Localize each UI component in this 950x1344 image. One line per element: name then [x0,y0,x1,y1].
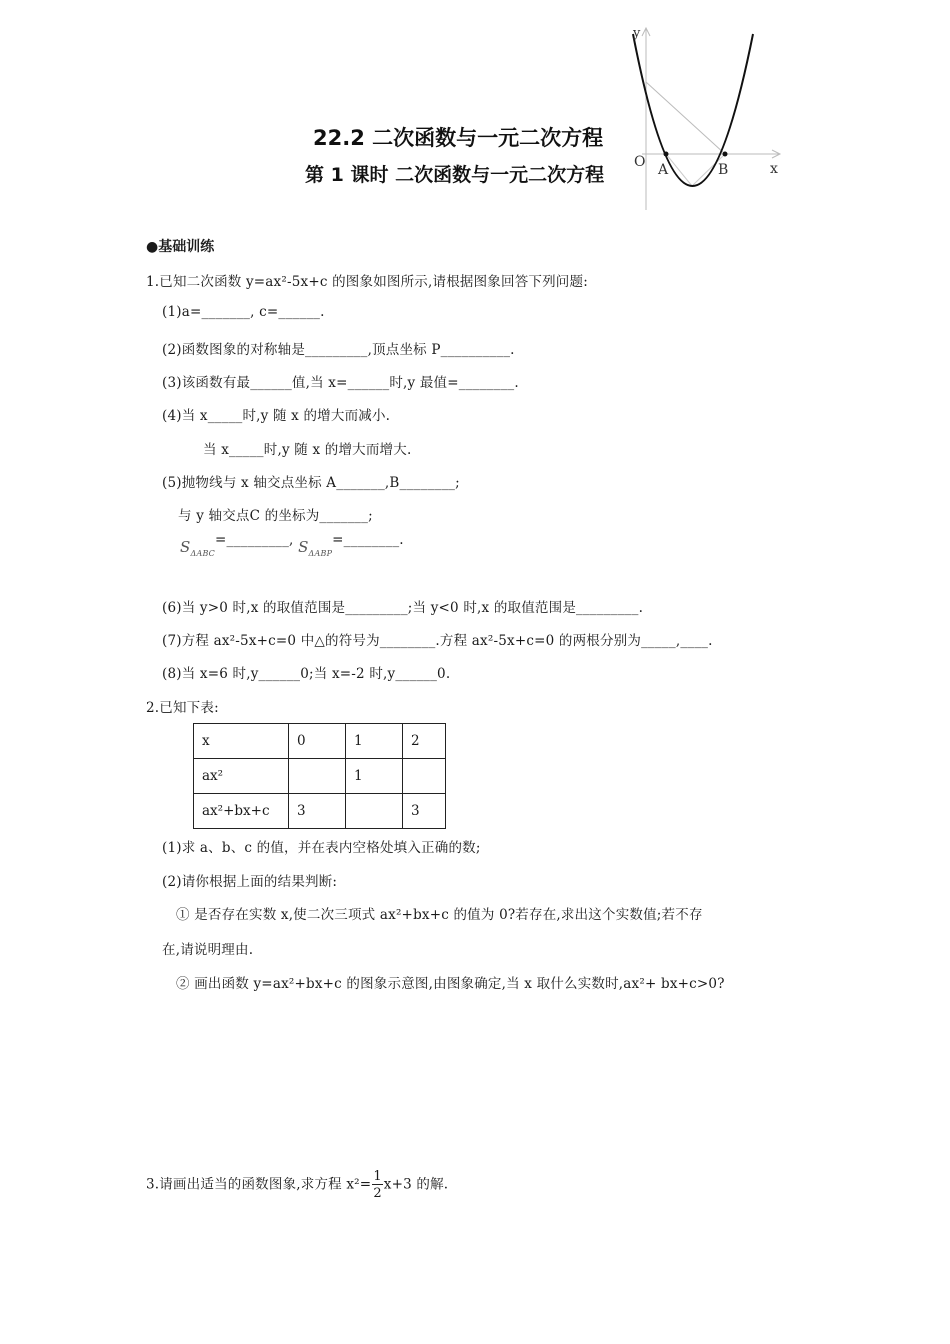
area-blank1: =_________, [215,532,294,548]
table-cell [289,759,346,794]
table-cell: 0 [289,724,346,759]
q1-part5a: (5)抛物线与 x 轴交点坐标 A_______,B________; [162,475,460,491]
q1-part8: (8)当 x=6 时,y______0;当 x=-2 时,y______0. [162,666,451,682]
table-cell: x [194,724,289,759]
q1-part5b: 与 y 轴交点C 的坐标为_______; [178,508,373,524]
table-cell: 3 [289,794,346,829]
point-a-label: A [658,162,669,178]
section-title: ●基础训练 [146,239,215,255]
fraction-half: $\frac{1}{2}$ [373,1169,382,1201]
axis-y-label: y [633,26,641,41]
parabola-curve [633,34,753,186]
q3-pre: 3.请画出适当的函数图象,求方程 x²= [146,1176,372,1193]
q1-intro: 1.已知二次函数 y=ax²-5x+c 的图象如图所示,请根据图象回答下列问题: [146,274,588,290]
parabola-graph [600,20,800,220]
page-title: 22.2 二次函数与一元二次方程 [313,126,604,150]
table-cell: ax²+bx+c [194,794,289,829]
table-cell [403,759,446,794]
table-cell: 1 [346,759,403,794]
q2-part2b: ② 画出函数 y=ax²+bx+c 的图象示意图,由图象确定,当 x 取什么实数时,ax²+ bx+c>0? [176,976,725,992]
q2-part2a-line2: 在,请说明理由. [162,942,254,958]
q1-part1: (1)a=_______, c=______. [162,304,325,320]
page-subtitle: 第 1 课时 二次函数与一元二次方程 [305,164,605,186]
q2-part2a-line1: ① 是否存在实数 x,使二次三项式 ax²+bx+c 的值为 0?若存在,求出这个实数值;若不存 [176,907,703,923]
line-ap [666,154,692,186]
q1-part3: (3)该函数有最______值,当 x=______时,y 最值=________. [162,375,519,391]
table-cell [346,794,403,829]
table-row [194,759,446,794]
q2-part1: (1)求 a、b、c 的值，并在表内空格处填入正确的数; [162,840,481,856]
area-blank2: =________. [332,532,404,548]
area-s2: $S_{\Delta ABP}$ [298,538,333,558]
table-row [194,724,446,759]
table-cell: ax² [194,759,289,794]
q2-intro: 2.已知下表: [146,700,219,716]
axis-x-label: x [770,161,778,177]
line-cb [646,82,725,154]
q3-text [146,1170,448,1200]
value-table [193,723,446,829]
point-b-dot [723,152,728,157]
q1-area-line [180,532,404,558]
q1-part2: (2)函数图象的对称轴是_________,顶点坐标 P__________. [162,342,515,358]
table-cell: 1 [346,724,403,759]
table-cell: 2 [403,724,446,759]
origin-label: O [634,154,646,170]
table-cell: 3 [403,794,446,829]
q2-part2: (2)请你根据上面的结果判断: [162,874,338,890]
q1-part6: (6)当 y>0 时,x 的取值范围是_________;当 y<0 时,x 的取值范围是_________. [162,600,644,616]
table-row [194,794,446,829]
point-b-label: B [718,162,729,178]
q1-part4b: 当 x_____时,y 随 x 的增大而增大. [203,442,412,458]
q1-part7: (7)方程 ax²-5x+c=0 中△的符号为________.方程 ax²-5x+c=0 的两根分别为_____,____. [162,633,713,649]
area-s1: $S_{\Delta ABC}$ [180,538,215,558]
q3-post: x+3 的解. [383,1176,449,1193]
point-a-dot [664,152,669,157]
q1-part4a: (4)当 x_____时,y 随 x 的增大而减小. [162,408,391,424]
